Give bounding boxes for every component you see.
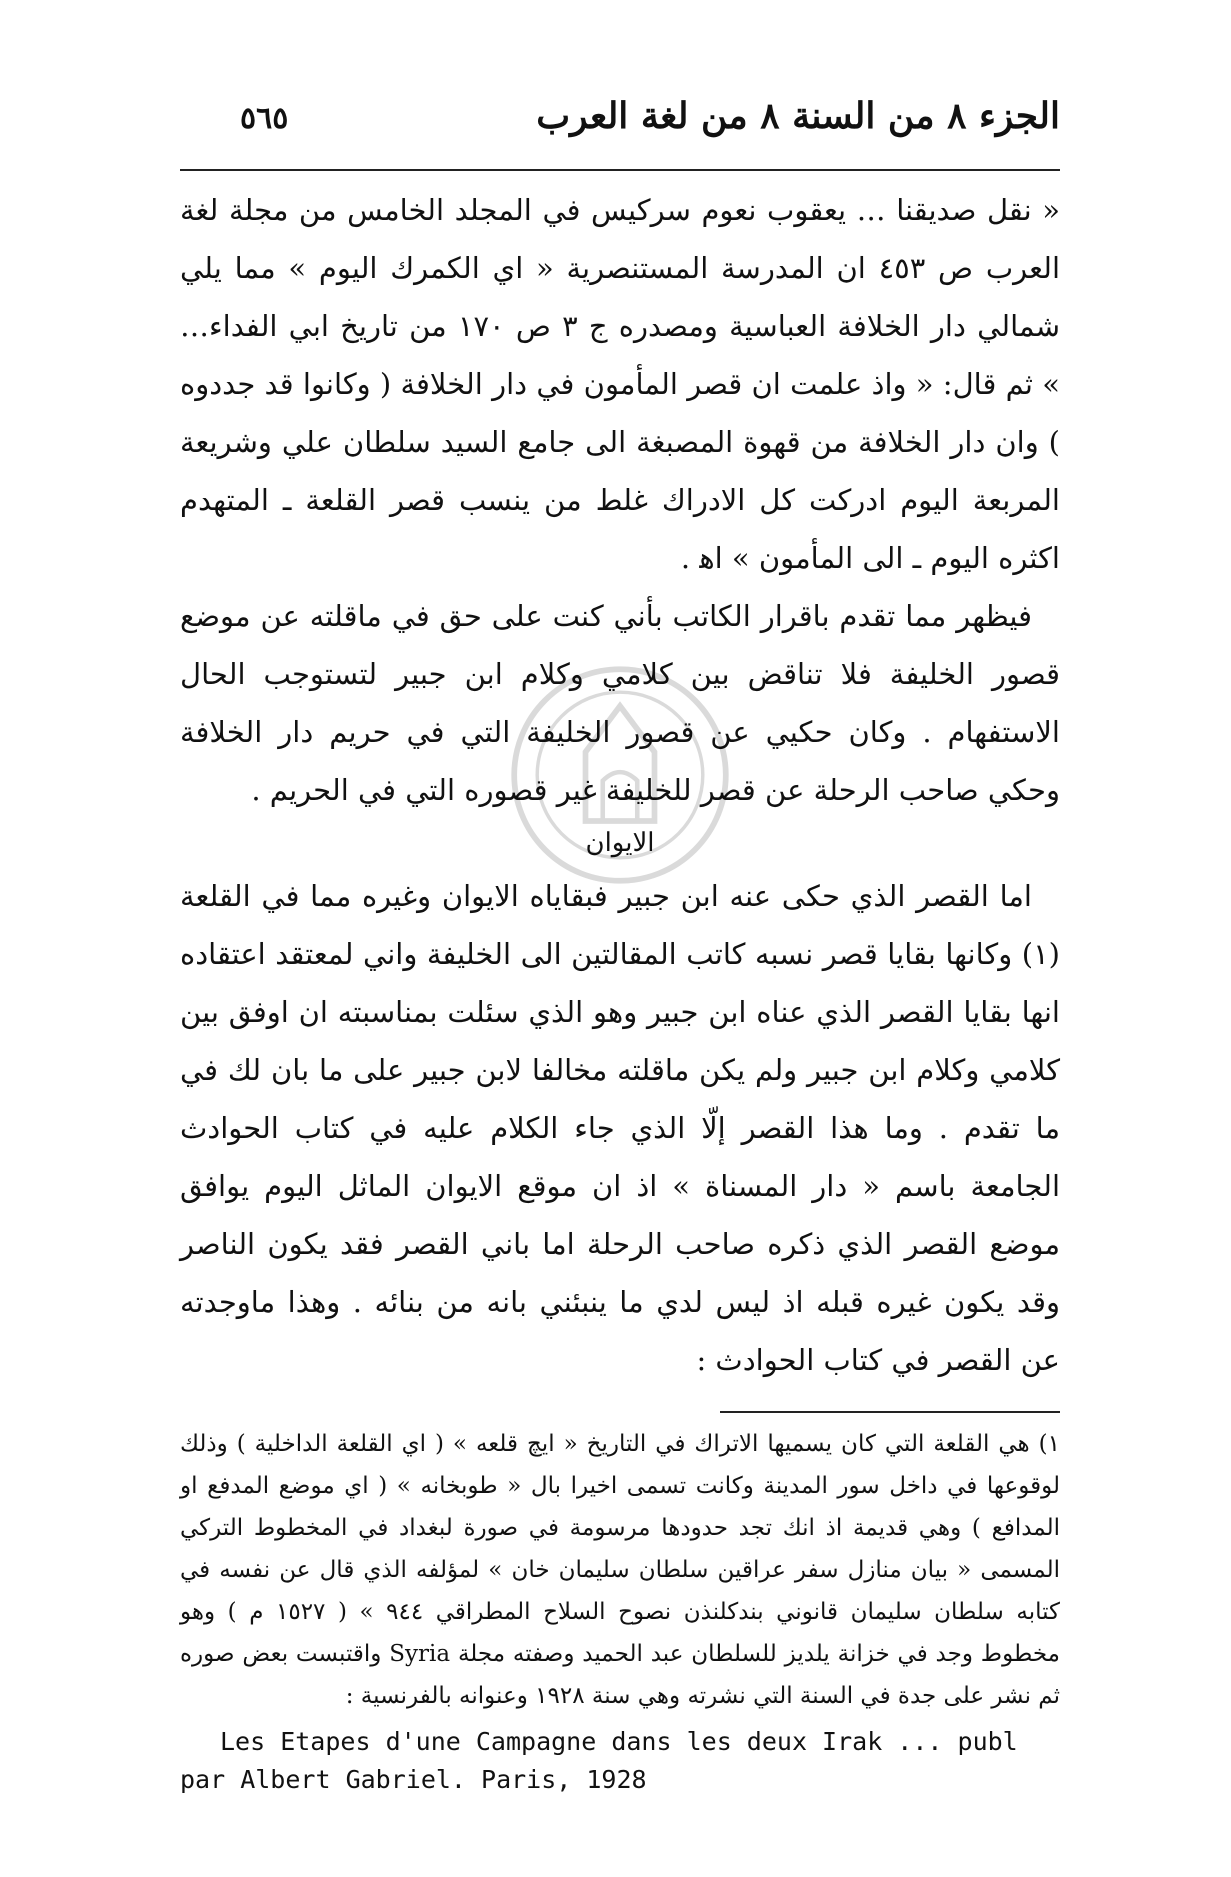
document-page (180, 95, 1060, 1799)
page-number: ٥٦٥ (240, 101, 289, 136)
body-paragraph: « نقل صديقنا … يعقوب نعوم سركيس في المجلد الخامس من مجلة لغة العرب ص ٤٥٣ ان المدرسة المستنصرية « اي الكمرك اليوم » مما يلي شمالي دار الخلافة العباسية ومصدره ج ٣ ص ١٧٠ من تاريخ ابي الفداء… » ثم قال: « واذ علمت ان قصر المأمون في دار الخلافة ( وكانوا قد جددوه ) وان دار الخلافة من قهوة المصبغة الى جامع السيد سلطان علي وشريعة المربعة اليوم ادركت كل الادراك غلط من ينسب قصر القلعة ـ المتهدم اكثره اليوم ـ الى المأمون » اﻫ . (180, 193, 1061, 575)
body-paragraph: فيظهر مما تقدم باقرار الكاتب بأني كنت على حق في ماقلته عن موضع قصور الخليفة فلا تناقض بين كلامي وكلام ابن جبير لتستوجب الحال الاستفهام . وكان حكيي عن قصور الخليفة التي في حريم دار الخلافة وحكي صاحب الرحلة عن قصر للخليفة غير قصوره التي في الحريم . (180, 599, 1060, 807)
running-title: الجزء ٨ من السنة ٨ من لغة العرب (536, 95, 1060, 137)
watermark-seal (505, 660, 735, 890)
header-rule (180, 169, 1060, 171)
footnote-latin-citation (180, 1723, 1060, 1799)
citation-line: par Albert Gabriel. Paris, 1928 (180, 1765, 647, 1794)
footnote-rule (720, 1411, 1060, 1413)
section-heading: الايوان (585, 828, 655, 858)
body-paragraph: اما القصر الذي حكى عنه ابن جبير فبقاياه الايوان وغيره مما في القلعة (١) وكانها بقايا قصر نسبه كاتب المقالتين الى الخليفة واني لمعتقد اعتقاده انها بقايا القصر الذي عناه ابن جبير وهو الذي سئلت بمناسبته ان اوفق بين كلامي وكلام ابن جبير ولم يكن ماقلته مخالفا لابن جبير على ما بان لك في ما تقدم . وما هذا القصر إلّا الذي جاء الكلام عليه في كتاب الحوادث الجامعة باسم « دار المسناة » اذ ان موقع الايوان الماثل اليوم يوافق موضع القصر الذي ذكره صاحب الرحلة اما باني القصر فقد يكون الناصر وقد يكون غيره قبله اذ ليس لدي ما ينبئني بانه من بنائه . وهذا ماوجدته عن القصر في كتاب الحوادث : (180, 879, 1060, 1377)
citation-line: Les Etapes d'une Campagne dans les deux Irak ... publ (220, 1727, 1018, 1756)
footnote: ١) هي القلعة التي كان يسميها الاتراك في التاريخ « ايچ قلعه » ( اي القلعة الداخلية ) وذلك لوقوعها في داخل سور المدينة وكانت تسمى اخيرا بال « طوبخانه » ( اي موضع المدفع او المدافع ) وهي قديمة اذ انك تجد حدودها مرسومة في صورة لبغداد في المخطوط التركي المسمى « بيان منازل سفر عراقين سلطان سليمان خان » لمؤلفه الذي قال عن نفسه في كتابه سلطان سليمان قانوني بندكلنذن نصوح السلاح المطراقي ٩٤٤ » ( ١٥٢٧ م ) وهو مخطوط وجد في خزانة يلديز للسلطان عبد الحميد وصفته مجلة Syria واقتبست بعض صوره ثم نشر على جدة في السنة التي نشرته وهي سنة ١٩٢٨ وعنوانه بالفرنسية : (180, 1431, 1060, 1709)
page-header (180, 95, 1060, 155)
